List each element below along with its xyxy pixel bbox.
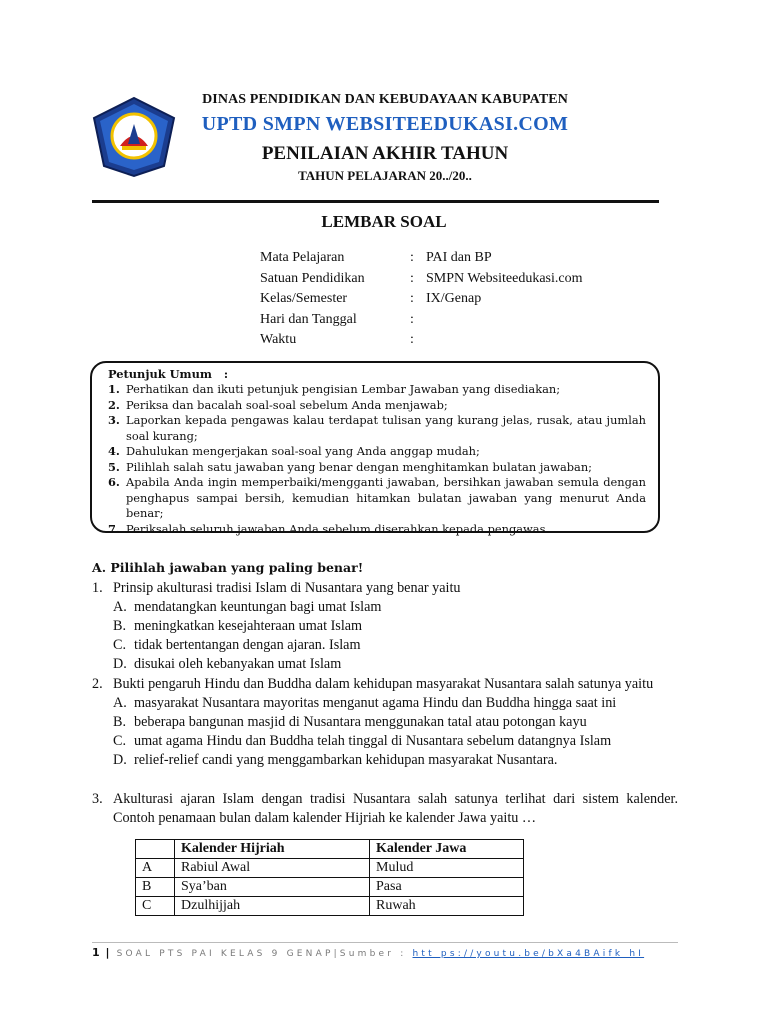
instructions-title bbox=[108, 366, 658, 382]
meta-value: PAI dan BP bbox=[426, 250, 492, 265]
option-letter: D. bbox=[113, 752, 127, 768]
option-letter: D. bbox=[113, 656, 127, 672]
instruction-number: 3. bbox=[108, 413, 120, 427]
instruction-text: Perhatikan dan ikuti petunjuk pengisian Lembar Jawaban yang disediakan; bbox=[126, 382, 561, 396]
section-a-heading: A. Pilihlah jawaban yang paling benar! bbox=[92, 560, 364, 575]
table-header-cell: Kalender Jawa bbox=[370, 840, 524, 859]
option-letter: A. bbox=[113, 695, 127, 711]
meta-value: IX/Genap bbox=[426, 291, 482, 306]
header-dinas: DINAS PENDIDIKAN DAN KEBUDAYAAN KABUPATEN bbox=[202, 92, 568, 107]
header-school-year: TAHUN PELAJARAN 20../20.. bbox=[298, 168, 472, 183]
table-cell: C bbox=[136, 897, 175, 916]
answer-option bbox=[92, 694, 678, 713]
header-divider bbox=[92, 200, 659, 203]
answer-option bbox=[92, 655, 678, 674]
option-text: tidak bertentangan dengan ajaran. Islam bbox=[134, 637, 361, 653]
meta-colon: : bbox=[410, 332, 414, 347]
answer-option bbox=[92, 617, 678, 636]
meta-key: Waktu bbox=[260, 332, 297, 347]
instruction-number: 5. bbox=[108, 459, 120, 474]
meta-row bbox=[260, 312, 680, 333]
answer-option bbox=[92, 713, 678, 732]
instruction-text: Periksalah seluruh jawaban Anda sebelum diserahkan kepada pengawas. bbox=[126, 521, 550, 536]
instruction-item bbox=[108, 475, 646, 522]
table-cell: Ruwah bbox=[370, 897, 524, 916]
question-3 bbox=[92, 790, 678, 828]
instruction-text: Laporkan kepada pengawas kalau terdapat tulisan yang kurang jelas, rusak, atau jumlah soal kurang; bbox=[126, 413, 646, 443]
table-row bbox=[136, 878, 524, 897]
question-text: Prinsip akulturasi tradisi Islam di Nusantara yang benar yaitu bbox=[113, 580, 461, 596]
table-cell: A bbox=[136, 859, 175, 878]
option-letter: C. bbox=[113, 637, 127, 653]
option-letter: A. bbox=[113, 599, 127, 615]
meta-colon: : bbox=[410, 270, 414, 286]
meta-colon: : bbox=[410, 291, 414, 306]
answer-option bbox=[92, 751, 678, 770]
header-exam-title: PENILAIAN AKHIR TAHUN bbox=[261, 143, 509, 164]
option-letter: B. bbox=[113, 714, 127, 730]
meta-key: Mata Pelajaran bbox=[260, 250, 345, 265]
table-header-row bbox=[136, 840, 524, 859]
instruction-item bbox=[108, 444, 646, 460]
table-cell: Dzulhijjah bbox=[175, 897, 370, 916]
page-number: 1 | bbox=[92, 946, 111, 959]
instructions-box bbox=[90, 361, 660, 536]
table-cell: Mulud bbox=[370, 859, 524, 878]
page-footer bbox=[92, 946, 644, 959]
meta-key: Kelas/Semester bbox=[260, 291, 348, 306]
option-text: disukai oleh kebanyakan umat Islam bbox=[134, 656, 342, 672]
instruction-text: Pilihlah salah satu jawaban yang benar dengan menghitamkan bulatan jawaban; bbox=[126, 459, 593, 474]
meta-row bbox=[260, 271, 680, 292]
question-number: 3. bbox=[92, 791, 103, 807]
instruction-item bbox=[108, 398, 646, 414]
sheet-title: LEMBAR SOAL bbox=[321, 212, 447, 231]
option-text: meningkatkan kesejahteraan umat Islam bbox=[134, 618, 363, 634]
table-cell: Sya’ban bbox=[175, 878, 370, 897]
meta-row bbox=[260, 250, 680, 271]
answer-option bbox=[92, 732, 678, 751]
instruction-item bbox=[108, 413, 646, 444]
header-school-name: UPTD SMPN WEBSITEEDUKASI.COM bbox=[201, 113, 569, 135]
tut-wuri-handayani-logo bbox=[92, 96, 176, 178]
meta-colon: : bbox=[410, 311, 414, 327]
instruction-text: Dahulukan mengerjakan soal-soal yang Anda anggap mudah; bbox=[126, 444, 480, 458]
table-row bbox=[136, 859, 524, 878]
meta-colon: : bbox=[410, 250, 414, 265]
table-header-cell: Kalender Hijriah bbox=[175, 840, 370, 859]
option-text: umat agama Hindu dan Buddha telah tinggal di Nusantara sebelum datangnya Islam bbox=[134, 733, 612, 749]
footer-divider bbox=[92, 942, 678, 943]
exam-meta bbox=[260, 250, 680, 353]
question-1 bbox=[92, 579, 678, 674]
meta-key: Satuan Pendidikan bbox=[260, 270, 365, 286]
question-text: Bukti pengaruh Hindu dan Buddha dalam kehidupan masyarakat Nusantara salah satunya yaitu bbox=[113, 676, 654, 692]
instruction-item bbox=[108, 460, 646, 476]
instruction-text: Apabila Anda ingin memperbaiki/mengganti jawaban, bersihkan jawaban semula dengan penghapus sampai bersih, kemudian hitamkan bulatan jawaban yang menurut Anda benar; bbox=[126, 475, 646, 520]
question-2 bbox=[92, 675, 678, 770]
answer-option bbox=[92, 636, 678, 655]
option-text: beberapa bangunan masjid di Nusantara menggunakan tatal atau potongan kayu bbox=[134, 714, 587, 730]
option-letter: C. bbox=[113, 733, 127, 749]
instructions-title-text: Petunjuk Umum bbox=[108, 367, 212, 381]
option-letter: B. bbox=[113, 618, 127, 634]
meta-key: Hari dan Tanggal bbox=[260, 311, 357, 327]
instruction-number: 2. bbox=[108, 397, 120, 412]
meta-row bbox=[260, 332, 680, 353]
table-cell: Pasa bbox=[370, 878, 524, 897]
option-text: mendatangkan keuntungan bagi umat Islam bbox=[134, 599, 382, 615]
meta-row bbox=[260, 291, 680, 312]
instruction-text: Periksa dan bacalah soal-soal sebelum Anda menjawab; bbox=[126, 397, 448, 412]
question-text: Akulturasi ajaran Islam dengan tradisi Nusantara salah satunya terlihat dari sistem kalender. Contoh penamaan bulan dalam kalender Hijriah ke kalender Jawa yaitu … bbox=[113, 791, 678, 826]
option-text: masyarakat Nusantara mayoritas menganut agama Hindu dan Buddha hingga saat ini bbox=[134, 695, 617, 711]
instruction-number: 1. bbox=[108, 382, 120, 396]
table-header-cell bbox=[136, 840, 175, 859]
instruction-item bbox=[108, 382, 646, 398]
answer-option bbox=[92, 598, 678, 617]
question-number: 2. bbox=[92, 676, 103, 692]
instruction-number: 6. bbox=[108, 475, 120, 489]
table-cell: B bbox=[136, 878, 175, 897]
footer-text: SOAL PTS PAI KELAS 9 GENAP|Sumber : bbox=[116, 949, 413, 959]
question-number: 1. bbox=[92, 580, 103, 596]
instructions-title-colon: : bbox=[223, 367, 229, 381]
source-link[interactable]: htt ps://youtu.be/bXa4BAifk hI bbox=[412, 949, 645, 959]
instruction-item bbox=[108, 522, 646, 538]
instruction-number: 7. bbox=[108, 521, 120, 536]
meta-value: SMPN Websiteedukasi.com bbox=[426, 270, 583, 286]
option-text: relief-relief candi yang menggambarkan kehidupan masyarakat Nusantara. bbox=[134, 752, 558, 768]
table-row bbox=[136, 897, 524, 916]
calendar-table bbox=[135, 839, 524, 916]
instruction-number: 4. bbox=[108, 444, 120, 458]
table-cell: Rabiul Awal bbox=[175, 859, 370, 878]
